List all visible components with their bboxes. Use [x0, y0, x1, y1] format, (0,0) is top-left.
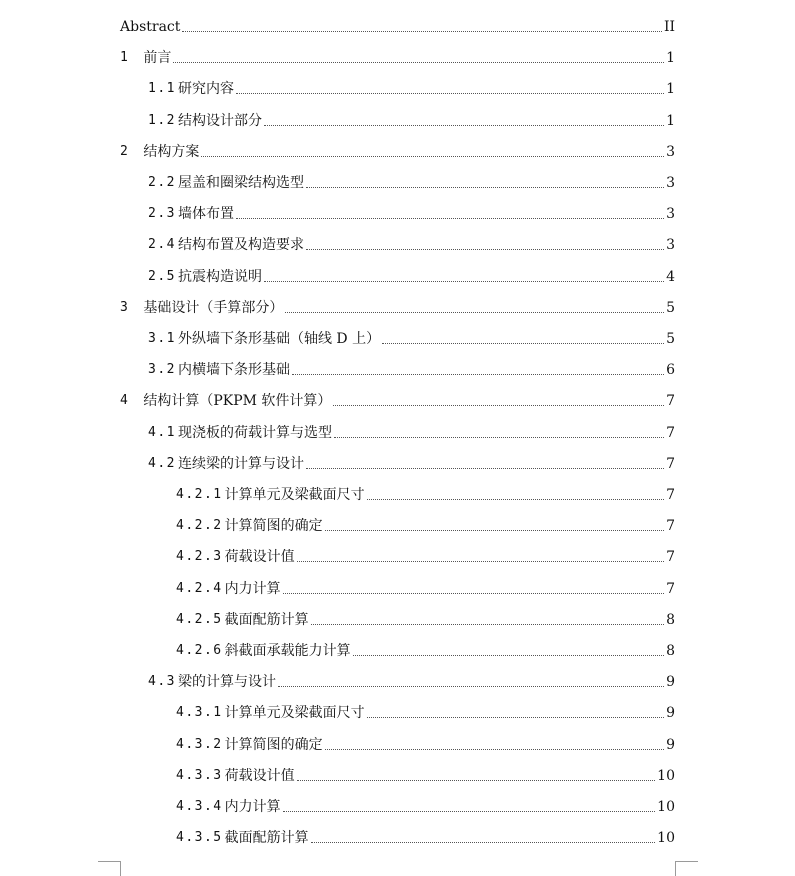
toc-entry-page-number: 7 — [666, 580, 675, 597]
toc-entry-page-number: 8 — [666, 643, 675, 659]
toc-entry-number: 1.2 — [148, 112, 176, 128]
toc-entry-page-number: 7 — [666, 518, 675, 535]
toc-entry-title: 抗震构造说明 — [177, 268, 262, 285]
toc-entry-number: 2 — [120, 143, 130, 159]
toc-entry-page-number: 1 — [666, 81, 675, 98]
toc-entry-number: 4.3.3 — [176, 767, 223, 783]
toc-entry-number: 4 — [120, 393, 130, 409]
toc-entry-page-number: 3 — [666, 237, 675, 254]
toc-entry-title: 外纵墙下条形基础（轴线 D 上） — [177, 331, 381, 347]
toc-entry-number: 4.2 — [148, 455, 176, 471]
toc-entry[interactable] — [148, 67, 675, 98]
toc-dot-leader — [297, 560, 664, 562]
toc-entry-number: 4.2.4 — [176, 580, 223, 596]
toc-entry-page-number: 9 — [666, 705, 675, 722]
toc-entry[interactable] — [148, 161, 675, 192]
toc-dot-leader — [325, 748, 664, 750]
toc-entry-title: 结构设计部分 — [177, 112, 262, 129]
toc-entry-title: 前言 — [143, 50, 172, 67]
toc-entry[interactable] — [176, 504, 675, 535]
toc-dot-leader — [367, 716, 664, 718]
page-corner-mark-left — [98, 861, 121, 876]
toc-entry-number: 2.3 — [148, 206, 176, 222]
toc-dot-leader — [367, 498, 664, 500]
toc-dot-leader — [236, 217, 664, 219]
toc-entry-page-number: 10 — [657, 830, 675, 847]
toc-dot-leader — [283, 592, 664, 594]
toc-entry-title: 研究内容 — [177, 81, 234, 98]
toc-entry[interactable] — [120, 5, 675, 36]
toc-entry-page-number: 7 — [666, 455, 675, 472]
toc-entry-number: 4.3.4 — [176, 799, 223, 814]
toc-dot-leader — [182, 30, 662, 32]
toc-entry-number: 3.2 — [148, 362, 176, 378]
toc-dot-leader — [285, 311, 664, 313]
toc-entry-title: 内力计算 — [224, 580, 281, 597]
toc-dot-leader — [306, 467, 664, 469]
toc-entry[interactable] — [148, 442, 675, 473]
toc-dot-leader — [292, 373, 664, 375]
toc-entry-page-number: 3 — [666, 143, 675, 160]
toc-entry[interactable] — [176, 691, 675, 722]
toc-dot-leader — [353, 654, 664, 656]
toc-dot-leader — [283, 810, 656, 812]
toc-dot-leader — [382, 342, 664, 344]
toc-entry-title: 连续梁的计算与设计 — [177, 455, 304, 472]
toc-entry-number: 4.2.6 — [176, 643, 223, 658]
toc-dot-leader — [325, 529, 664, 531]
toc-entry-title: 截面配筋计算 — [224, 611, 309, 628]
toc-dot-leader — [278, 685, 664, 687]
toc-entry-title: 计算简图的确定 — [224, 518, 323, 535]
toc-entry-title: 计算单元及梁截面尺寸 — [224, 705, 365, 722]
toc-dot-leader — [264, 280, 664, 282]
toc-entry-title: 基础设计（手算部分） — [143, 299, 284, 316]
toc-entry-number: 4.3.5 — [176, 830, 223, 846]
toc-entry[interactable] — [176, 473, 675, 504]
toc-entry-title: 荷载设计值 — [224, 549, 295, 566]
toc-entry-title: 荷载设计值 — [224, 767, 295, 784]
toc-dot-leader — [306, 186, 664, 188]
toc-entry-page-number: 5 — [666, 299, 675, 316]
toc-entry-page-number: 8 — [666, 611, 675, 628]
toc-dot-leader — [297, 779, 656, 781]
toc-entry-title: 计算简图的确定 — [224, 736, 323, 753]
toc-dot-leader — [311, 623, 664, 625]
toc-entry-page-number: 7 — [666, 424, 675, 441]
toc-entry-title: 结构方案 — [143, 143, 200, 160]
toc-entry-page-number: 6 — [666, 362, 675, 379]
toc-entry-title: Abstract — [120, 19, 181, 35]
toc-entry[interactable] — [148, 255, 675, 286]
toc-entry[interactable] — [148, 223, 675, 254]
toc-entry[interactable] — [148, 411, 675, 442]
toc-entry-title: 墙体布置 — [177, 206, 234, 223]
toc-dot-leader — [311, 841, 656, 843]
toc-entry-page-number: 4 — [666, 268, 675, 285]
toc-dot-leader — [306, 248, 664, 250]
toc-entry-number: 4.3.2 — [176, 736, 223, 752]
toc-entry[interactable] — [176, 754, 675, 785]
toc-entry-title: 斜截面承载能力计算 — [224, 643, 351, 659]
toc-entry[interactable] — [148, 192, 675, 223]
toc-entry[interactable] — [176, 535, 675, 566]
toc-entry-number: 2.2 — [148, 175, 176, 190]
toc-entry-page-number: 10 — [657, 767, 675, 784]
toc-entry-page-number: II — [663, 19, 675, 35]
toc-entry-number: 4.2.1 — [176, 487, 223, 502]
toc-entry-number: 4.2.5 — [176, 611, 223, 627]
toc-entry[interactable] — [148, 348, 675, 379]
toc-entry-title: 内横墙下条形基础 — [177, 362, 290, 379]
toc-entry-page-number: 5 — [666, 331, 675, 347]
toc-entry-title: 截面配筋计算 — [224, 830, 309, 847]
toc-entry[interactable] — [120, 36, 675, 67]
toc-entry-page-number: 7 — [666, 549, 675, 566]
toc-entry-number: 3.1 — [148, 331, 176, 346]
toc-entry-page-number: 9 — [666, 736, 675, 753]
page-corner-mark-right — [675, 861, 698, 876]
toc-entry-page-number: 3 — [666, 175, 675, 191]
toc-entry[interactable] — [176, 816, 675, 847]
toc-entry[interactable] — [148, 660, 675, 691]
toc-entry-page-number: 7 — [666, 487, 675, 503]
toc-entry-number: 2.5 — [148, 268, 176, 284]
toc-entry[interactable] — [120, 379, 675, 410]
toc-entry[interactable] — [148, 317, 675, 348]
toc-entry-number: 1 — [120, 50, 130, 66]
toc-entry-title: 计算单元及梁截面尺寸 — [224, 487, 365, 503]
toc-entry-title: 结构布置及构造要求 — [177, 237, 304, 254]
toc-entry-number: 4.1 — [148, 424, 176, 440]
toc-entry[interactable] — [176, 723, 675, 754]
toc-entry-title: 内力计算 — [224, 799, 281, 815]
toc-entry-page-number: 3 — [666, 206, 675, 223]
toc-entry-page-number: 9 — [666, 674, 675, 691]
toc-entry-number: 4.3 — [148, 674, 176, 690]
toc-entry-number: 3 — [120, 299, 130, 315]
toc-entry[interactable] — [148, 99, 675, 130]
toc-entry-title: 梁的计算与设计 — [177, 674, 276, 691]
toc-entry[interactable] — [176, 598, 675, 629]
toc-dot-leader — [173, 61, 664, 63]
toc-entry-page-number: 7 — [666, 393, 675, 410]
toc-entry-page-number: 10 — [657, 799, 675, 815]
toc-entry-title: 结构计算（PKPM 软件计算） — [143, 393, 332, 410]
toc-entry-number: 4.2.2 — [176, 518, 223, 534]
toc-entry-page-number: 1 — [666, 112, 675, 129]
toc-dot-leader — [201, 155, 664, 157]
toc-entry[interactable] — [176, 567, 675, 598]
toc-dot-leader — [236, 92, 664, 94]
toc-entry-number: 2.4 — [148, 237, 176, 253]
toc-entry-title: 现浇板的荷载计算与选型 — [177, 424, 332, 441]
toc-dot-leader — [333, 404, 664, 406]
toc-entry-number: 4.3.1 — [176, 705, 223, 721]
toc-dot-leader — [334, 436, 664, 438]
toc-entry-number: 1.1 — [148, 81, 176, 97]
toc-entry-number: 4.2.3 — [176, 549, 223, 565]
toc-entry[interactable] — [120, 286, 675, 317]
toc-entry-page-number: 1 — [666, 50, 675, 67]
toc-dot-leader — [264, 124, 664, 126]
toc-entry[interactable] — [120, 130, 675, 161]
toc-entry-title: 屋盖和圈梁结构选型 — [177, 175, 304, 191]
toc-entry[interactable] — [176, 785, 675, 816]
toc-entry[interactable] — [176, 629, 675, 660]
